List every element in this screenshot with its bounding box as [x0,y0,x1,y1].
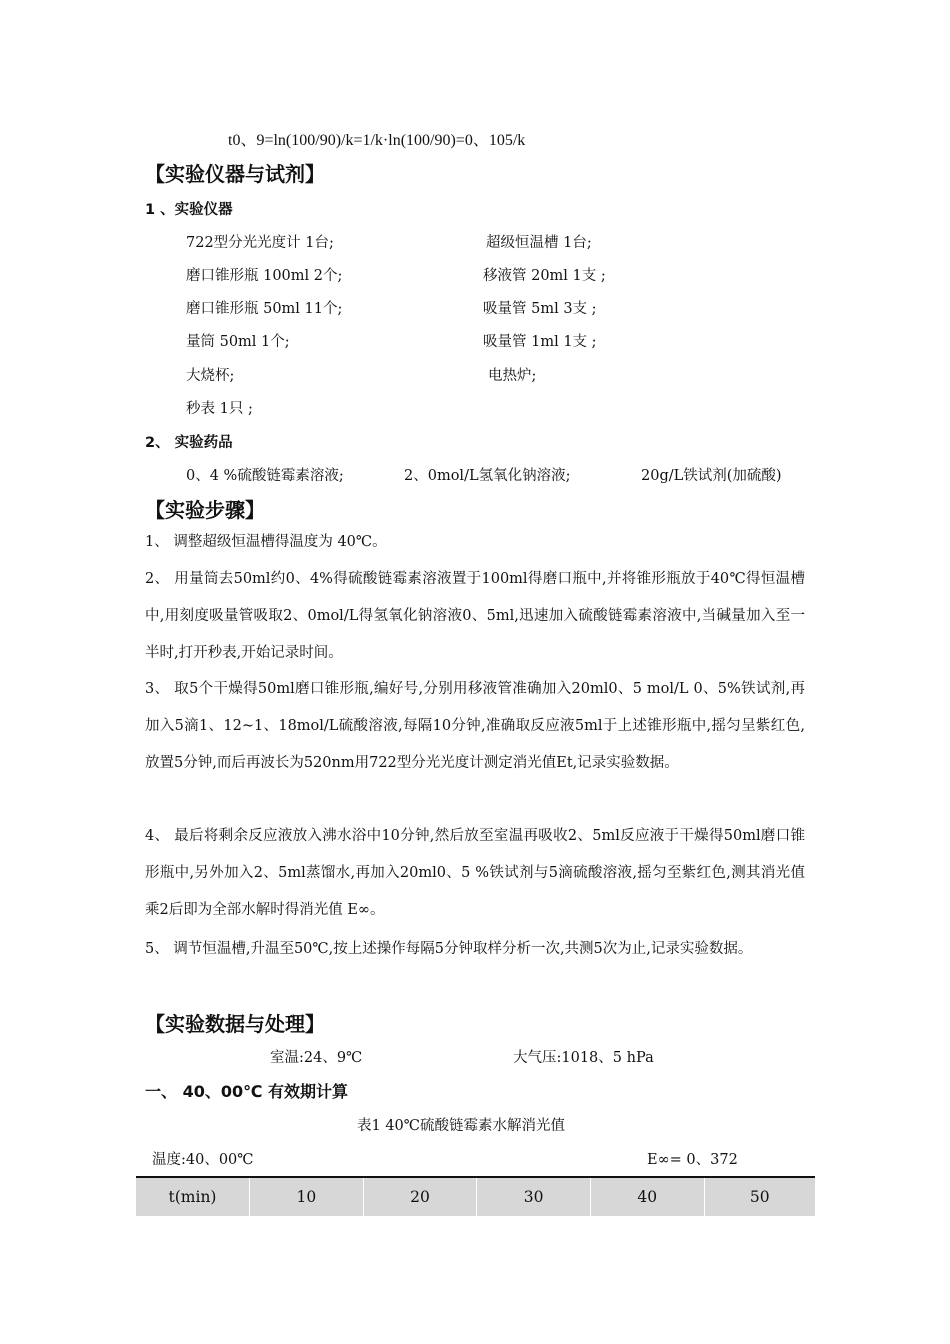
instrument-item: 超级恒温槽 1台; [486,235,592,251]
instrument-item: 移液管 20ml 1支 ; [483,268,606,284]
table-header-cell: 10 [250,1178,364,1216]
table-header-cell: 40 [590,1178,704,1216]
table-header-cell: t(min) [168,1188,217,1206]
instrument-item: 量筒 50ml 1个; [186,334,290,350]
table-caption: 表1 40℃硫酸链霉素水解消光值 [357,1118,566,1134]
section-title-data-processing: 【实验数据与处理】 [145,1012,325,1036]
reagent-item: 0、4 %硫酸链霉素溶液; [186,468,344,484]
procedure-step: 4、 最后将剩余反应液放入沸水浴中10分钟,然后放至室温再吸收2、5ml反应液于干燥得50ml磨口锥形瓶中,另外加入2、5ml蒸馏水,再加入20ml0、5 %铁试剂与5滴硫酸溶液,摇匀至紫红色,测其消光值乘2后即为全部水解时得消光值 E∞。 [145,828,805,918]
procedure-step: 5、 调节恒温槽,升温至50℃,按上述操作每隔5分钟取样分析一次,共测5次为止,记录实验数据。 [145,941,753,957]
instrument-item: 722型分光光度计 1台; [186,235,334,251]
instrument-item: 磨口锥形瓶 50ml 11个; [186,301,343,317]
reagent-item: 2、0mol/L氢氧化钠溶液; [404,468,571,484]
instrument-item: 磨口锥形瓶 100ml 2个; [186,268,343,284]
formula-line: t0、9=ln(100/90)/k=1/k·ln(100/90)=0、105/k [228,132,526,149]
temperature-label: 温度:40、00℃ [152,1152,254,1168]
room-temperature: 室温:24、9℃ [270,1050,363,1066]
section-title-instruments-reagents: 【实验仪器与试剂】 [145,162,325,186]
instrument-item: 秒表 1只 ; [186,401,253,417]
atmospheric-pressure: 大气压:1018、5 hPa [513,1050,654,1066]
reagent-item: 20g/L铁试剂(加硫酸) [641,468,782,484]
table-header-cell: 30 [477,1178,591,1216]
instrument-item: 吸量管 1ml 1支 ; [483,334,597,350]
table-header-row [136,1178,815,1216]
subheading-instruments: 1 、实验仪器 [145,202,233,218]
section-title-procedure: 【实验步骤】 [145,498,265,522]
table-header-cell: 20 [363,1178,477,1216]
instrument-item: 吸量管 5ml 3支 ; [483,301,597,317]
subheading-shelf-life-40: 一、 40、00℃ 有效期计算 [145,1082,349,1101]
table-header-cell: 50 [704,1178,815,1216]
instrument-item: 电热炉; [488,368,537,384]
instrument-item: 大烧杯; [186,368,235,384]
procedure-step: 2、 用量筒去50ml约0、4%得硫酸链霉素溶液置于100ml得磨口瓶中,并将锥形瓶放于40℃得恒温槽中,用刻度吸量管吸取2、0mol/L得氢氧化钠溶液0、5ml,迅速加入硫酸链霉素溶液中,当碱量加入至一半时,打开秒表,开始记录时间。 [145,571,805,661]
procedure-step: 1、 调整超级恒温槽得温度为 40℃。 [145,534,387,550]
absorbance-table [136,1178,815,1216]
procedure-step: 3、 取5个干燥得50ml磨口锥形瓶,编好号,分别用移液管准确加入20ml0、5 mol/L 0、5%铁试剂,再加入5滴1、12~1、18mol/L硫酸溶液,每隔10分钟,准确取反应液5ml于上述锥形瓶中,摇匀呈紫红色,放置5分钟,而后再波长为520nm用722型分光光度计测定消光值Et,记录实验数据。 [145,681,805,771]
e-infinity-value: E∞= 0、372 [647,1152,738,1168]
subheading-reagents: 2、 实验药品 [145,435,233,451]
